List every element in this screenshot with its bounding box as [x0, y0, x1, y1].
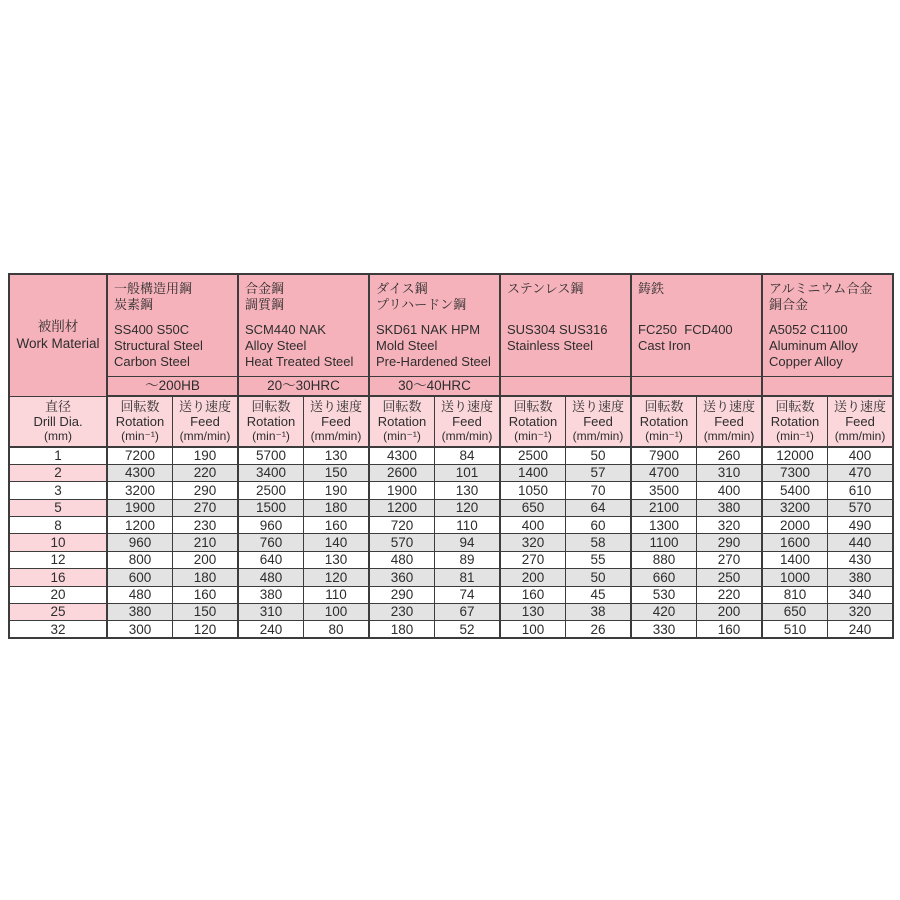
- value-cell: 160: [500, 586, 566, 603]
- value-cell: 300: [107, 621, 173, 638]
- value-cell: 380: [107, 604, 173, 621]
- value-cell: 480: [369, 551, 435, 568]
- value-cell: 110: [435, 517, 501, 534]
- value-cell: 400: [500, 517, 566, 534]
- feed-header-text: 送り速度: [572, 399, 625, 414]
- feed-header-text: 送り速度: [178, 399, 231, 414]
- drill-dia-cell: 1: [9, 447, 107, 464]
- rotation-header: [762, 396, 828, 447]
- material-header: [762, 274, 893, 376]
- material-name-jp: プリハードン鋼: [376, 297, 467, 312]
- value-cell: 4700: [631, 464, 697, 481]
- value-cell: 120: [173, 621, 239, 638]
- value-cell: 600: [107, 569, 173, 586]
- work-material-header-text: Work Material: [16, 336, 100, 352]
- value-cell: 270: [500, 551, 566, 568]
- value-cell: 660: [631, 569, 697, 586]
- value-cell: 200: [500, 569, 566, 586]
- rotation-header-text: 回転数: [644, 399, 684, 414]
- value-cell: 89: [435, 551, 501, 568]
- material-name-en: Mold Steel: [376, 338, 438, 353]
- value-cell: 12000: [762, 447, 828, 464]
- value-cell: 1400: [500, 464, 566, 481]
- drill-dia-cell: 20: [9, 586, 107, 603]
- feed-header: [828, 396, 894, 447]
- material-name-jp: アルミニウム合金: [769, 281, 873, 296]
- material-name-en: Pre-Hardened Steel: [376, 354, 491, 369]
- material-header: [369, 274, 500, 376]
- feed-header-text: 送り速度: [834, 399, 887, 414]
- value-cell: 60: [566, 517, 632, 534]
- hardness-cell: ～200HB: [107, 376, 238, 396]
- value-cell: 310: [238, 604, 304, 621]
- feed-header: [173, 396, 239, 447]
- feed-header-text: Feed: [845, 414, 875, 429]
- table-row: [9, 586, 893, 603]
- value-cell: 230: [173, 517, 239, 534]
- value-cell: 3200: [762, 499, 828, 516]
- value-cell: 400: [828, 447, 894, 464]
- value-cell: 55: [566, 551, 632, 568]
- rotation-header-text: 回転数: [382, 399, 422, 414]
- value-cell: 310: [697, 464, 763, 481]
- rotation-header-text: (min⁻¹): [645, 429, 683, 443]
- value-cell: 380: [697, 499, 763, 516]
- material-name-en: SS400 S50C: [114, 322, 190, 337]
- value-cell: 330: [631, 621, 697, 638]
- rotation-header: [369, 396, 435, 447]
- value-cell: 130: [304, 551, 370, 568]
- value-cell: 340: [828, 586, 894, 603]
- rotation-header-text: Rotation: [770, 414, 820, 429]
- value-cell: 1300: [631, 517, 697, 534]
- value-cell: 810: [762, 586, 828, 603]
- value-cell: 640: [238, 551, 304, 568]
- feed-header-text: (mm/min): [179, 429, 231, 443]
- material-name-en: Aluminum Alloy: [769, 338, 858, 353]
- material-name-en: Carbon Steel: [114, 354, 190, 369]
- value-cell: 110: [304, 586, 370, 603]
- material-name-jp: 鋳鉄: [638, 281, 665, 296]
- value-cell: 130: [435, 482, 501, 499]
- value-cell: 74: [435, 586, 501, 603]
- table-row: [9, 517, 893, 534]
- rotation-header-text: Rotation: [115, 414, 165, 429]
- rotation-header-text: (min⁻¹): [383, 429, 421, 443]
- value-cell: 7200: [107, 447, 173, 464]
- value-cell: 290: [173, 482, 239, 499]
- drill-dia-header: [9, 396, 107, 447]
- drilling-conditions-table: [8, 273, 894, 639]
- material-name-en: SUS304 SUS316: [507, 322, 608, 337]
- value-cell: 960: [238, 517, 304, 534]
- rotation-header-text: 回転数: [513, 399, 553, 414]
- feed-header-text: (mm/min): [703, 429, 755, 443]
- value-cell: 880: [631, 551, 697, 568]
- value-cell: 150: [304, 464, 370, 481]
- hardness-cell: [500, 376, 631, 396]
- value-cell: 2600: [369, 464, 435, 481]
- value-cell: 50: [566, 569, 632, 586]
- material-header-row: [9, 274, 893, 376]
- value-cell: 480: [238, 569, 304, 586]
- material-header: [238, 274, 369, 376]
- material-name-en: SCM440 NAK: [245, 322, 326, 337]
- value-cell: 7900: [631, 447, 697, 464]
- value-cell: 100: [304, 604, 370, 621]
- rotation-header-text: (min⁻¹): [776, 429, 814, 443]
- hardness-cell: 30～40HRC: [369, 376, 500, 396]
- rotation-header-text: 回転数: [120, 399, 160, 414]
- value-cell: 1400: [762, 551, 828, 568]
- material-name-jp: ステンレス鋼: [507, 281, 584, 296]
- value-cell: 130: [500, 604, 566, 621]
- value-cell: 2500: [500, 447, 566, 464]
- value-cell: 240: [238, 621, 304, 638]
- value-cell: 160: [304, 517, 370, 534]
- hardness-cell: 20～30HRC: [238, 376, 369, 396]
- value-cell: 84: [435, 447, 501, 464]
- value-cell: 3200: [107, 482, 173, 499]
- value-cell: 101: [435, 464, 501, 481]
- material-name-en: A5052 C1100: [769, 322, 848, 337]
- value-cell: 1200: [107, 517, 173, 534]
- value-cell: 130: [304, 447, 370, 464]
- value-cell: 180: [369, 621, 435, 638]
- drill-dia-header-text: 直径: [44, 398, 71, 414]
- value-cell: 7300: [762, 464, 828, 481]
- feed-header-text: Feed: [583, 414, 613, 429]
- table-row: [9, 499, 893, 516]
- rotation-header-text: 回転数: [251, 399, 291, 414]
- value-cell: 150: [173, 604, 239, 621]
- value-cell: 250: [697, 569, 763, 586]
- value-cell: 260: [697, 447, 763, 464]
- value-cell: 120: [304, 569, 370, 586]
- value-cell: 38: [566, 604, 632, 621]
- feed-header-text: Feed: [321, 414, 351, 429]
- value-cell: 490: [828, 517, 894, 534]
- value-cell: 70: [566, 482, 632, 499]
- value-cell: 290: [369, 586, 435, 603]
- value-cell: 57: [566, 464, 632, 481]
- table-row: [9, 447, 893, 464]
- value-cell: 430: [828, 551, 894, 568]
- feed-header-text: Feed: [190, 414, 220, 429]
- value-cell: 480: [107, 586, 173, 603]
- value-cell: 67: [435, 604, 501, 621]
- value-cell: 380: [238, 586, 304, 603]
- value-cell: 760: [238, 534, 304, 551]
- value-cell: 4300: [369, 447, 435, 464]
- rotation-header: [107, 396, 173, 447]
- drill-dia-header-text: Drill Dia.: [33, 413, 83, 429]
- rotation-header-text: (min⁻¹): [514, 429, 552, 443]
- value-cell: 100: [500, 621, 566, 638]
- value-cell: 5400: [762, 482, 828, 499]
- material-name-jp: 合金鋼: [245, 281, 285, 296]
- feed-header-text: Feed: [452, 414, 482, 429]
- value-cell: 1100: [631, 534, 697, 551]
- value-cell: 58: [566, 534, 632, 551]
- feed-header-text: 送り速度: [309, 399, 362, 414]
- material-name-en: Copper Alloy: [769, 354, 843, 369]
- value-cell: 180: [304, 499, 370, 516]
- value-cell: 200: [697, 604, 763, 621]
- value-cell: 220: [697, 586, 763, 603]
- material-header: [107, 274, 238, 376]
- value-cell: 210: [173, 534, 239, 551]
- value-cell: 52: [435, 621, 501, 638]
- hardness-cell: [631, 376, 762, 396]
- drill-dia-header-text: (mm): [44, 428, 72, 443]
- value-cell: 50: [566, 447, 632, 464]
- value-cell: 5700: [238, 447, 304, 464]
- value-cell: 1900: [369, 482, 435, 499]
- value-cell: 570: [828, 499, 894, 516]
- value-cell: 80: [304, 621, 370, 638]
- value-cell: 1000: [762, 569, 828, 586]
- rotation-header-text: Rotation: [508, 414, 558, 429]
- sub-header-row: [9, 396, 893, 447]
- table-row: [9, 482, 893, 499]
- value-cell: 320: [828, 604, 894, 621]
- rotation-header-text: Rotation: [377, 414, 427, 429]
- drill-dia-cell: 5: [9, 499, 107, 516]
- value-cell: 3500: [631, 482, 697, 499]
- value-cell: 420: [631, 604, 697, 621]
- value-cell: 4300: [107, 464, 173, 481]
- drill-dia-cell: 16: [9, 569, 107, 586]
- material-name-en: SKD61 NAK HPM: [376, 322, 481, 337]
- material-name-en: Heat Treated Steel: [245, 354, 354, 369]
- material-header: [631, 274, 762, 376]
- value-cell: 200: [173, 551, 239, 568]
- value-cell: 120: [435, 499, 501, 516]
- value-cell: 470: [828, 464, 894, 481]
- value-cell: 1050: [500, 482, 566, 499]
- material-header: [500, 274, 631, 376]
- rotation-header-text: (min⁻¹): [252, 429, 290, 443]
- feed-header-text: (mm/min): [441, 429, 493, 443]
- hardness-cell: [762, 376, 893, 396]
- table-row: [9, 534, 893, 551]
- rotation-header: [238, 396, 304, 447]
- hardness-row: [9, 376, 893, 396]
- table-row: [9, 621, 893, 638]
- value-cell: 720: [369, 517, 435, 534]
- value-cell: 270: [697, 551, 763, 568]
- value-cell: 270: [173, 499, 239, 516]
- value-cell: 320: [500, 534, 566, 551]
- material-name-jp: ダイス鋼: [376, 281, 428, 296]
- value-cell: 440: [828, 534, 894, 551]
- value-cell: 2100: [631, 499, 697, 516]
- drill-dia-cell: 10: [9, 534, 107, 551]
- table-row: [9, 604, 893, 621]
- drill-dia-cell: 32: [9, 621, 107, 638]
- material-name-en: Stainless Steel: [507, 338, 593, 353]
- feed-header: [304, 396, 370, 447]
- drill-dia-cell: 3: [9, 482, 107, 499]
- value-cell: 960: [107, 534, 173, 551]
- value-cell: 320: [697, 517, 763, 534]
- material-name-jp: 銅合金: [769, 297, 809, 312]
- material-name-jp: 一般構造用鋼: [114, 281, 193, 296]
- value-cell: 290: [697, 534, 763, 551]
- value-cell: 1500: [238, 499, 304, 516]
- rotation-header-text: (min⁻¹): [121, 429, 159, 443]
- value-cell: 2000: [762, 517, 828, 534]
- value-cell: 1200: [369, 499, 435, 516]
- value-cell: 160: [697, 621, 763, 638]
- value-cell: 190: [304, 482, 370, 499]
- value-cell: 26: [566, 621, 632, 638]
- rotation-header-text: 回転数: [775, 399, 815, 414]
- material-name-en: Alloy Steel: [245, 338, 307, 353]
- drill-dia-cell: 8: [9, 517, 107, 534]
- drill-dia-cell: 12: [9, 551, 107, 568]
- work-material-header: [9, 274, 107, 396]
- rotation-header-text: Rotation: [246, 414, 296, 429]
- value-cell: 380: [828, 569, 894, 586]
- material-name-en: Cast Iron: [638, 338, 691, 353]
- table-row: [9, 569, 893, 586]
- material-name-jp: 炭素鋼: [114, 297, 154, 312]
- value-cell: 800: [107, 551, 173, 568]
- table-row: [9, 464, 893, 481]
- rotation-header: [631, 396, 697, 447]
- drill-dia-cell: 25: [9, 604, 107, 621]
- feed-header-text: Feed: [714, 414, 744, 429]
- value-cell: 160: [173, 586, 239, 603]
- value-cell: 180: [173, 569, 239, 586]
- value-cell: 510: [762, 621, 828, 638]
- value-cell: 45: [566, 586, 632, 603]
- material-name-jp: 調質鋼: [245, 297, 285, 312]
- feed-header-text: 送り速度: [440, 399, 493, 414]
- value-cell: 2500: [238, 482, 304, 499]
- value-cell: 570: [369, 534, 435, 551]
- material-name-en: FC250 FCD400: [638, 322, 733, 337]
- value-cell: 400: [697, 482, 763, 499]
- value-cell: 220: [173, 464, 239, 481]
- work-material-header-text: 被削材: [37, 319, 79, 335]
- value-cell: 3400: [238, 464, 304, 481]
- value-cell: 140: [304, 534, 370, 551]
- feed-header-text: (mm/min): [310, 429, 362, 443]
- feed-header-text: (mm/min): [834, 429, 886, 443]
- table-row: [9, 551, 893, 568]
- feed-header-text: 送り速度: [703, 399, 756, 414]
- value-cell: 94: [435, 534, 501, 551]
- value-cell: 530: [631, 586, 697, 603]
- feed-header: [697, 396, 763, 447]
- value-cell: 610: [828, 482, 894, 499]
- value-cell: 360: [369, 569, 435, 586]
- rotation-header: [500, 396, 566, 447]
- value-cell: 190: [173, 447, 239, 464]
- material-name-en: Structural Steel: [114, 338, 203, 353]
- value-cell: 1900: [107, 499, 173, 516]
- value-cell: 240: [828, 621, 894, 638]
- rotation-header-text: Rotation: [639, 414, 689, 429]
- value-cell: 64: [566, 499, 632, 516]
- drill-dia-cell: 2: [9, 464, 107, 481]
- value-cell: 230: [369, 604, 435, 621]
- value-cell: 650: [762, 604, 828, 621]
- value-cell: 1600: [762, 534, 828, 551]
- value-cell: 650: [500, 499, 566, 516]
- feed-header-text: (mm/min): [572, 429, 624, 443]
- feed-header: [435, 396, 501, 447]
- value-cell: 81: [435, 569, 501, 586]
- feed-header: [566, 396, 632, 447]
